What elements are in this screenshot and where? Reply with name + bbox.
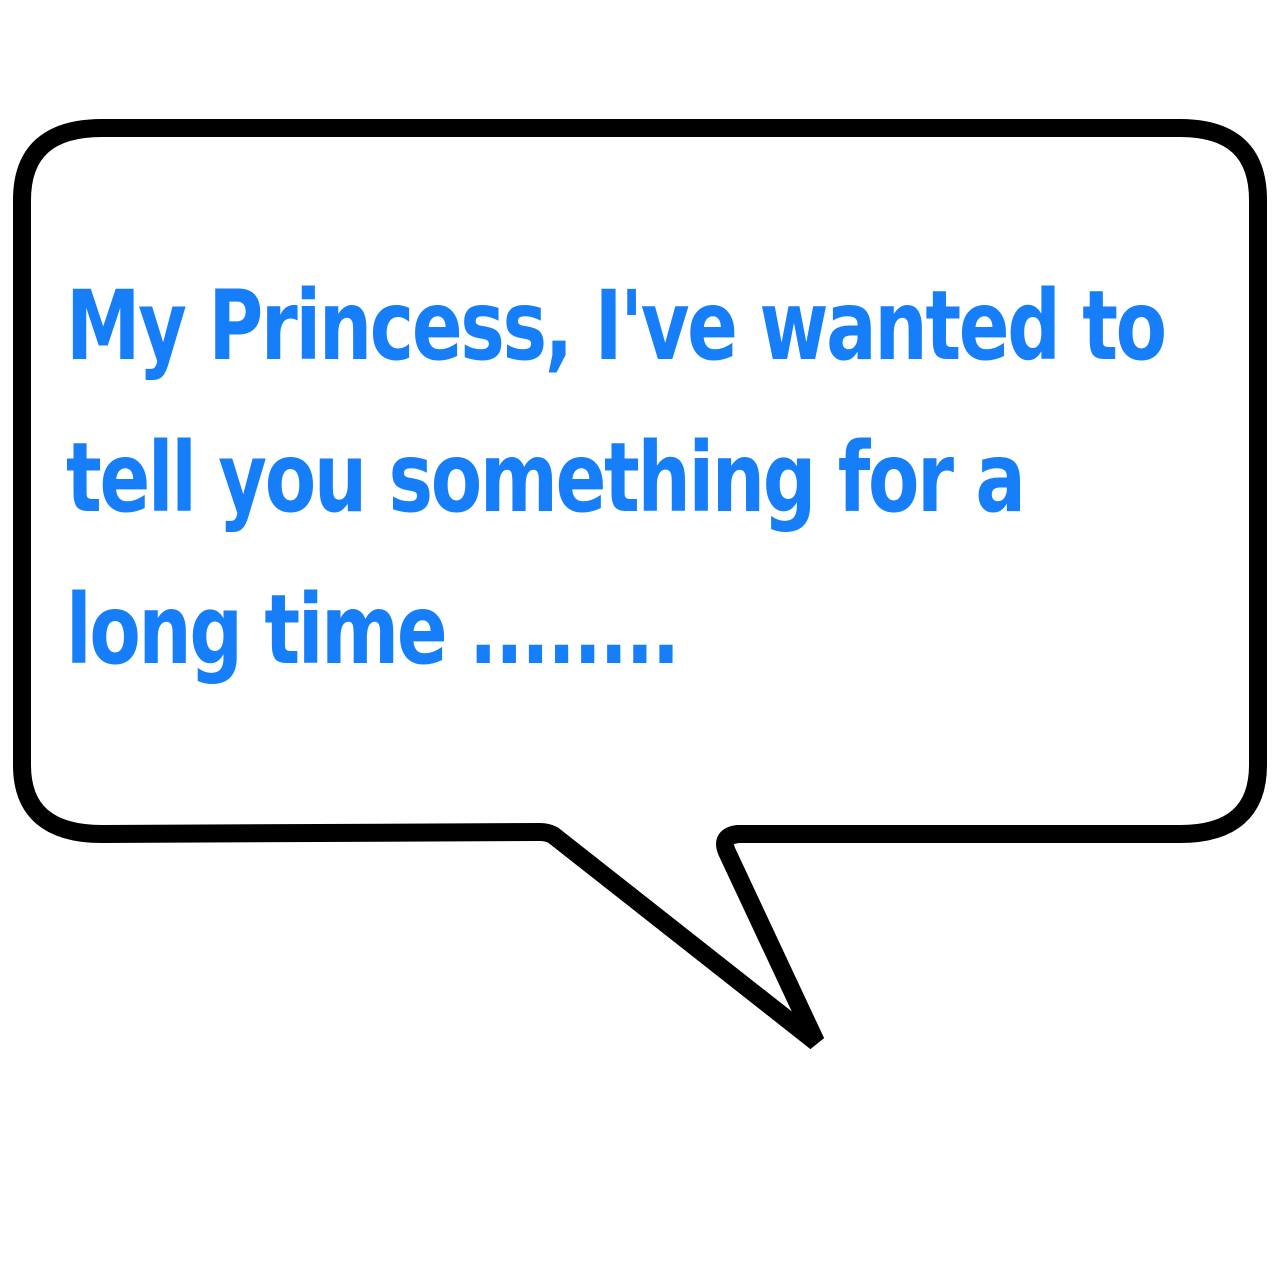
speech-line: My Princess, I've wanted to — [66, 270, 1165, 382]
speech-line: long time ........ — [66, 574, 678, 686]
speech-bubble-text — [66, 250, 1165, 706]
speech-line: tell you something for a — [66, 422, 1024, 534]
